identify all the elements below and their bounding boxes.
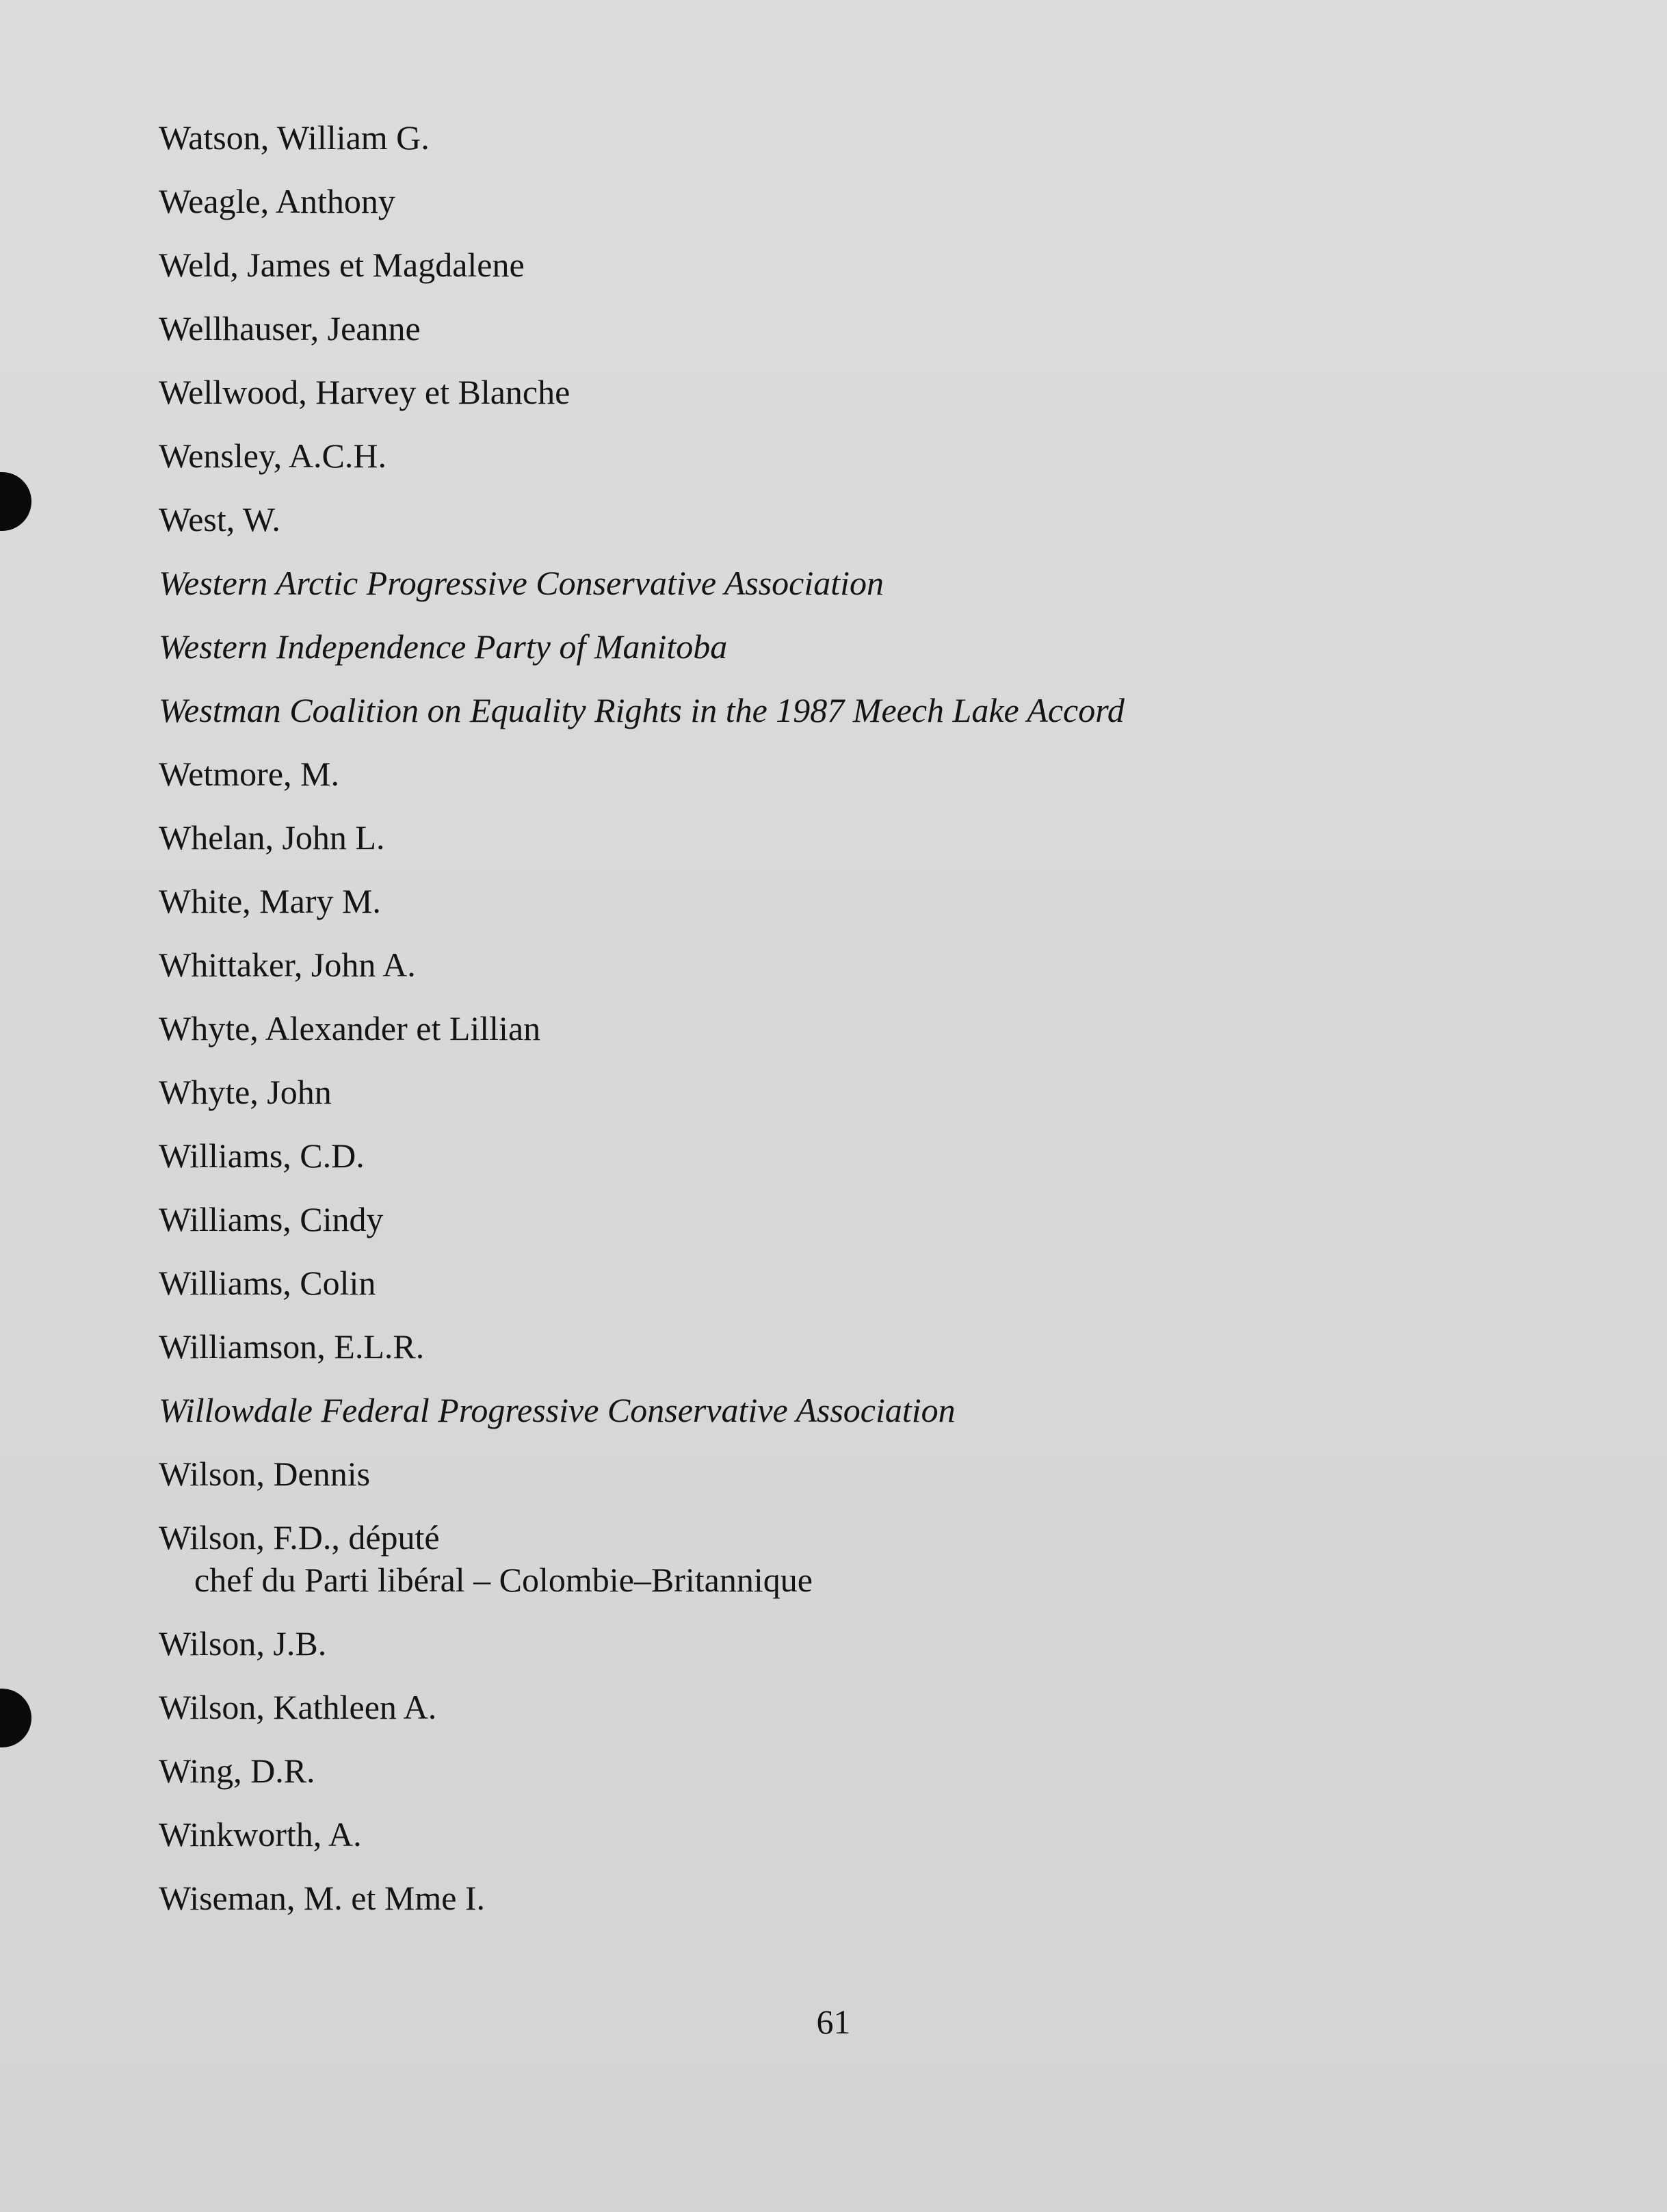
entry-text: Willowdale Federal Progressive Conservative Association xyxy=(159,1391,956,1429)
entry-text: Wellhauser, Jeanne xyxy=(159,309,421,348)
list-item xyxy=(159,1325,1458,1368)
binder-hole xyxy=(0,1689,31,1747)
list-item xyxy=(159,371,1458,413)
list-item xyxy=(159,307,1458,350)
list-item xyxy=(159,244,1458,286)
list-item xyxy=(159,1198,1458,1240)
list-item xyxy=(159,880,1458,922)
name-list xyxy=(159,116,1458,1940)
entry-text: Whyte, John xyxy=(159,1073,332,1111)
list-item xyxy=(159,1749,1458,1792)
list-item xyxy=(159,753,1458,795)
list-item xyxy=(159,1007,1458,1050)
entry-text: Williams, Colin xyxy=(159,1264,376,1302)
list-item xyxy=(159,116,1458,159)
list-item xyxy=(159,944,1458,986)
entry-text: Western Independence Party of Manitoba xyxy=(159,627,728,666)
entry-text: Williams, C.D. xyxy=(159,1136,365,1175)
entry-text: Western Arctic Progressive Conservative Association xyxy=(159,564,884,602)
entry-text: Weld, James et Magdalene xyxy=(159,246,525,284)
entry-text: White, Mary M. xyxy=(159,882,381,920)
list-item xyxy=(159,1071,1458,1113)
entry-text: Wing, D.R. xyxy=(159,1752,315,1790)
list-item-organization xyxy=(159,625,1458,668)
entry-text: Whelan, John L. xyxy=(159,818,385,857)
list-item-organization xyxy=(159,562,1458,604)
entry-text: West, W. xyxy=(159,500,280,538)
list-item xyxy=(159,1622,1458,1665)
list-item xyxy=(159,1453,1458,1495)
list-item-organization xyxy=(159,1389,1458,1431)
list-item xyxy=(159,816,1458,859)
list-item xyxy=(159,434,1458,477)
entry-text: Winkworth, A. xyxy=(159,1815,362,1853)
list-item-organization xyxy=(159,689,1458,731)
list-item xyxy=(159,498,1458,541)
entry-text: Williams, Cindy xyxy=(159,1200,384,1238)
binder-hole xyxy=(0,472,31,531)
entry-text: Wensley, A.C.H. xyxy=(159,437,386,475)
entry-text: Wetmore, M. xyxy=(159,755,339,793)
list-item xyxy=(159,1813,1458,1856)
list-item xyxy=(159,180,1458,222)
entry-text: Wiseman, M. et Mme I. xyxy=(159,1879,486,1917)
entry-text: Wilson, J.B. xyxy=(159,1624,327,1663)
entry-text: Wilson, Dennis xyxy=(159,1455,371,1493)
list-item xyxy=(159,1516,1458,1601)
entry-text: Wilson, F.D., député xyxy=(159,1518,440,1557)
page-number: 61 xyxy=(816,2003,851,2041)
entry-text: Weagle, Anthony xyxy=(159,182,395,220)
entry-text: Wellwood, Harvey et Blanche xyxy=(159,373,570,411)
entry-text: Whittaker, John A. xyxy=(159,946,416,984)
entry-text: Westman Coalition on Equality Rights in the 1987 Meech Lake Accord xyxy=(159,691,1125,729)
entry-text: Williamson, E.L.R. xyxy=(159,1327,425,1366)
list-item xyxy=(159,1877,1458,1919)
list-item xyxy=(159,1686,1458,1728)
list-item xyxy=(159,1134,1458,1177)
entry-subline: chef du Parti libéral – Colombie–Britannique xyxy=(194,1561,813,1599)
entry-text: Whyte, Alexander et Lillian xyxy=(159,1009,541,1048)
list-item xyxy=(159,1262,1458,1304)
entry-text: Wilson, Kathleen A. xyxy=(159,1688,437,1726)
entry-text: Watson, William G. xyxy=(159,118,430,157)
